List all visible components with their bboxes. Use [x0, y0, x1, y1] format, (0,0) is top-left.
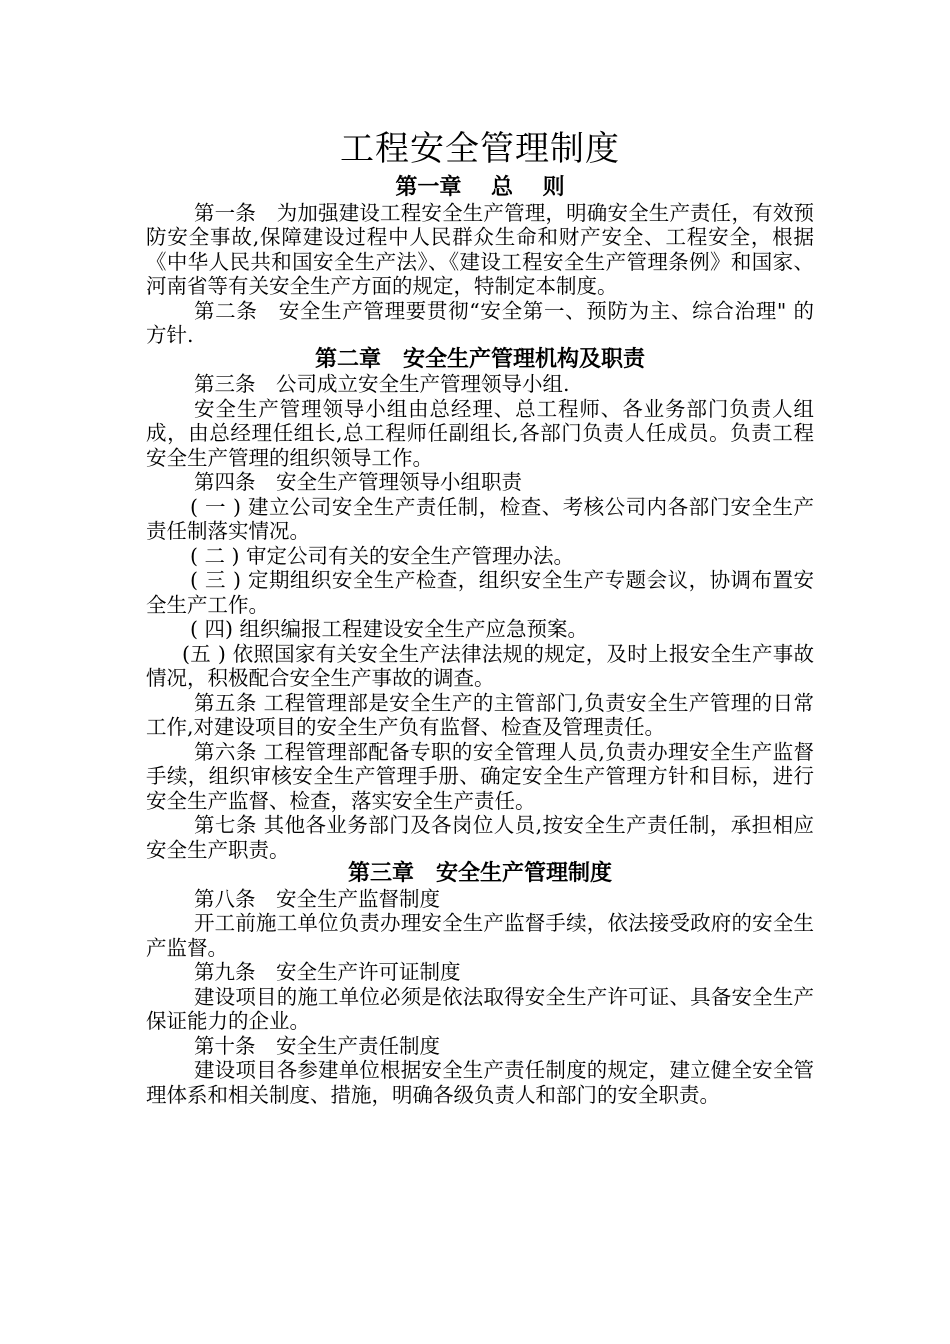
article-paragraph: 开工前施工单位负责办理安全生产监督手续，依法接受政府的安全生产监督。	[146, 911, 814, 960]
article-paragraph: 第十条 安全生产责任制度	[194, 1033, 440, 1058]
article-paragraph: 第二条 安全生产管理要贯彻“安全第一、预防为主、综合治理" 的方针.	[146, 298, 814, 347]
list-item: (五 ) 依照国家有关安全生产法律法规的规定，及时上报安全生产事故情况，积极配合安全生产事故的调查。	[146, 641, 814, 690]
article-paragraph: 建设项目的施工单位必须是依法取得安全生产许可证、具备安全生产保证能力的企业。	[146, 984, 814, 1033]
article-paragraph: 第四条 安全生产管理领导小组职责	[194, 470, 522, 494]
chapter-heading: 第一章 总 则	[395, 175, 565, 200]
article-paragraph: 第三条 公司成立安全生产管理领导小组.	[194, 372, 570, 396]
article-paragraph: 第七条 其他各业务部门及各岗位人员,按安全生产责任制，承担相应安全生产职责。	[146, 813, 814, 862]
chapter-heading: 第二章 安全生产管理机构及职责	[314, 346, 645, 372]
list-item: ( 二 ) 审定公司有关的安全生产管理办法。	[190, 543, 575, 568]
list-item: ( 一 ) 建立公司安全生产责任制，检查、考核公司内各部门安全生产责任制落实情况。	[146, 494, 814, 543]
article-paragraph: 建设项目各参建单位根据安全生产责任制度的规定，建立健全安全管理体系和相关制度、措施，明确各级负责人和部门的安全职责。	[146, 1058, 814, 1107]
article-paragraph: 第九条 安全生产许可证制度	[194, 960, 461, 984]
article-paragraph: 第一条 为加强建设工程安全生产管理，明确安全生产责任，有效预防安全事故,保障建设过程中人民群众生命和财产安全、工程安全，根据《中华人民共和国安全生产法》、《建设工程安全生产管理条例》和国家、河南省等有关安全生产方面的规定，特制定本制度。	[146, 200, 814, 298]
list-item: ( 四) 组织编报工程建设安全生产应急预案。	[190, 617, 589, 641]
document-title: 工程安全管理制度	[340, 129, 620, 169]
list-item: ( 三 ) 定期组织安全生产检查，组织安全生产专题会议，协调布置安全生产工作。	[146, 568, 814, 617]
article-paragraph: 第六条 工程管理部配备专职的安全管理人员,负责办理安全生产监督手续，组织审核安全生产管理手册、确定安全生产管理方针和目标，进行安全生产监督、检查，落实安全生产责任。	[146, 739, 814, 813]
document-page	[146, 122, 814, 1107]
chapter-heading: 第三章 安全生产管理制度	[347, 861, 612, 886]
article-paragraph: 安全生产管理领导小组由总经理、总工程师、各业务部门负责人组成，由总经理任组长,总工程师任副组长,各部门负责人任成员。负责工程安全生产管理的组织领导工作。	[146, 396, 814, 470]
article-paragraph: 第五条 工程管理部是安全生产的主管部门,负责安全生产管理的日常工作,对建设项目的安全生产负有监督、检查及管理责任。	[146, 690, 814, 739]
document-body	[146, 176, 814, 1107]
article-paragraph: 第八条 安全生产监督制度	[194, 886, 440, 911]
